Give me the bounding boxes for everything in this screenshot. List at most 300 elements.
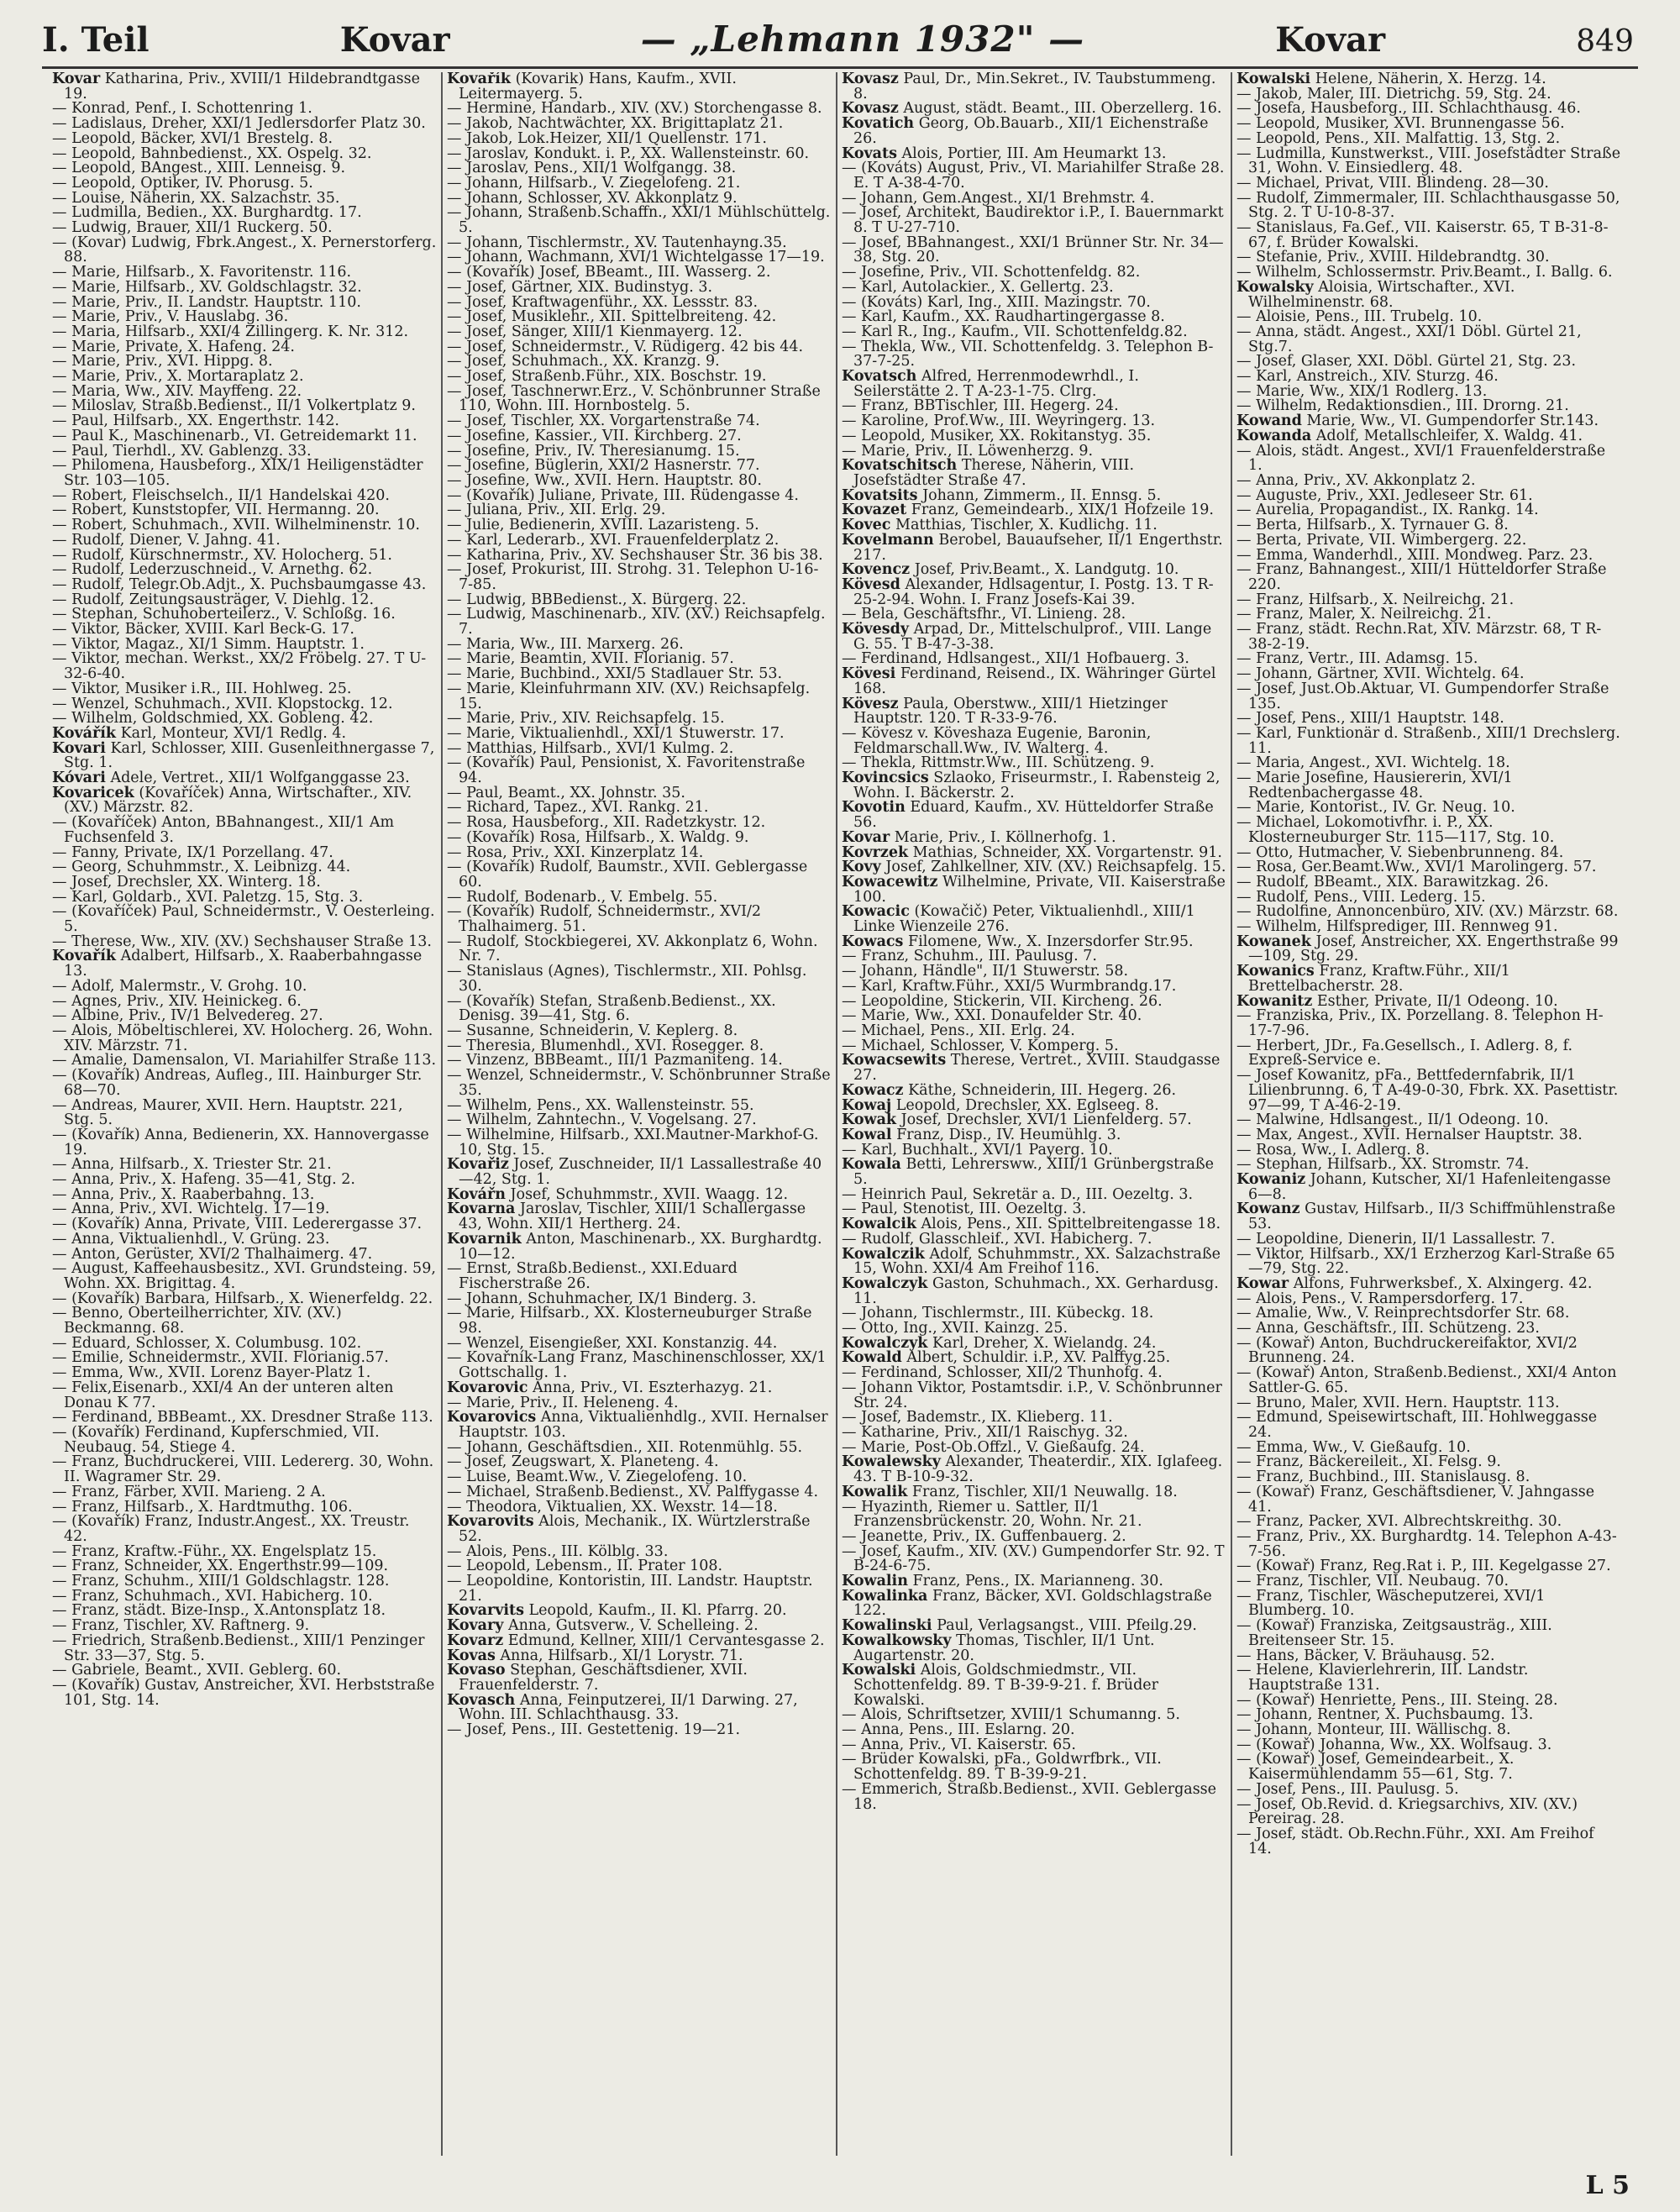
signature-mark: L 5 [1585,2171,1630,2200]
entry-text: — Franz, Kraftw.-Führ., XX. Engelsplatz 15. [52,1542,377,1560]
entry-text: — Anna, Priv., VI. Kaiserstr. 65. [842,1736,1076,1753]
directory-entry [447,382,832,415]
entry-text: — (Kovaříček) Paul, Schneidermstr., V. Oesterleing. 5. [52,903,435,936]
directory-entry [447,935,832,964]
entry-text: — (Kovar) Ludwig, Fbrk.Angest., X. Pernerstorferg. 88. [52,234,437,266]
entry-text: — Jakob, Lok.Heizer, XII/1 Quellenstr. 171. [447,129,767,147]
entry-text: — Paul, Tierhdl., XV. Gablenzg. 33. [52,442,312,460]
entry-surname: Kovotin [842,799,906,817]
entry-text: — (Kowař) Johanna, Ww., XX. Wolfsaug. 3. [1236,1736,1552,1753]
entry-text: — Anna, Viktualienhdl., V. Grüng. 23. [52,1230,330,1248]
entry-text: — Leopold, Optiker, IV. Phorusg. 5. [52,174,313,192]
entry-text: Adolf, Metallschleifer, X. Waldg. 41. [1311,427,1583,444]
directory-entry [52,786,437,816]
directory-entry [842,1500,1226,1530]
entry-text: Josef, Zahlkellner, XIV. (XV.) Reichsapfelg. 15. [880,859,1226,876]
directory-entry [1236,1173,1621,1202]
entry-text: Johann, Zimmerm., II. Ennsg. 5. [917,486,1162,504]
entry-surname: Kowanda [1236,427,1312,444]
entry-text: — Stephan, Schuhoberteilerz., V. Schloßg. 16. [52,606,396,623]
entry-surname: Kowalczyk [842,1274,928,1292]
directory-entry [447,1158,832,1187]
entry-text: — Franz, städt. Rechn.Rat, XIV. Märzstr. 68, T R-38-2-19. [1236,621,1602,653]
directory-entry [842,667,1226,696]
directory-entry [1236,1795,1621,1828]
entry-text: — Anna, Priv., X. Hafeng. 35—41, Stg. 2. [52,1171,355,1189]
entry-surname: Kowalin [842,1573,908,1590]
entry-text: — Marie, Priv., XVI. Hippg. 8. [52,353,273,370]
entry-text: — Josefine, Priv., VII. Schottenfeldg. 82. [842,264,1141,281]
entry-text: — Emma, Ww., XVII. Lorenz Bayer-Platz 1. [52,1364,371,1382]
entry-text: — Marie, Viktualienhdl., XXI/1 Stuwerstr. 17. [447,724,785,742]
entry-surname: Kövesd [842,575,900,593]
entry-text: (Kovarik) Hans, Kaufm., XVII. Leitermayerg. 5. [459,72,737,102]
entry-text: — Viktor, Magaz., XI/1 Simm. Hauptstr. 1. [52,635,365,653]
entry-text: Franz, Gemeindearb., XIX/1 Hofzeile 19. [906,502,1214,519]
entry-text: Franz, Tischler, XII/1 Neuwallg. 18. [907,1483,1178,1500]
directory-entry [842,1631,1226,1664]
directory-entry [842,370,1226,399]
directory-entry [1236,1411,1621,1440]
entry-text: — Rudolf, Kürschnermstr., XV. Holocherg. 51. [52,546,392,564]
entry-text: — Marie, Priv., XIV. Reichsapfelg. 15. [447,710,725,728]
entry-surname: Kowanics [1236,963,1315,980]
entry-text: — Berta, Hilfsarb., X. Tyrnauer G. 8. [1236,517,1509,534]
entry-text: — Johann, Tischlermstr., XV. Tautenhayng.35. [447,234,787,251]
entry-surname: Kovatschitsch [842,457,958,475]
entry-text: — Karl, Lederarb., XVI. Frauenfelderplatz 2. [447,531,780,549]
directory-entry [842,236,1226,265]
entry-text: — Franz, Packer, XVI. Albrechtskreithg. 30. [1236,1513,1562,1531]
entry-surname: Kovas [447,1647,496,1664]
entry-text: — Leopold, Pens., XII. Malfattig. 13, Stg. 2. [1236,129,1561,147]
entry-text: — (Kováts) August, Priv., VI. Mariahilfer Straße 28. E. T A-38-4-70. [842,160,1225,192]
entry-text: — Bruno, Maler, XVII. Hern. Hauptstr. 113. [1236,1394,1560,1411]
entry-text: — (Kovařík) Paul, Pensionist, X. Favoritenstraße 94. [447,754,806,787]
entry-text: — Ludmilla, Bedien., XX. Burghardtg. 17. [52,204,362,222]
entry-surname: Kovařík [447,72,511,87]
entry-text: — Josef, Musiklehr., XII. Spittelbreiteng. 42. [447,308,777,326]
directory-entry [1236,1245,1621,1278]
entry-text: — Josef, Gärtner, XIX. Budinstyg. 3. [447,278,713,296]
entry-surname: Kowacs [842,933,904,950]
directory-entry [447,1515,832,1544]
directory-entry [842,724,1226,757]
entry-text: — Albine, Priv., IV/1 Belvedereg. 27. [52,1007,323,1025]
entry-text: — Maria, Hilfsarb., XXI/4 Zillingerg. K. Nr. 312. [52,323,409,340]
entry-text: Gaston, Schuhmach., XX. Gerhardusg. 11. [853,1274,1219,1307]
directory-entry [447,860,832,890]
entry-text: — Stephan, Hilfsarb., XX. Stromstr. 74. [1236,1156,1530,1174]
entry-surname: Kövesdy [842,621,910,638]
entry-text: — Adolf, Malermstr., V. Grohg. 10. [52,977,307,995]
entry-text: — Leopoldine, Dienerin, II/1 Lassallestr. 7. [1236,1230,1556,1248]
entry-text: — Josef, Pens., XIII/1 Hauptstr. 148. [1236,710,1504,728]
entry-text: Anna, Viktualienhdlg., XVII. Hernalser Hauptstr. 103. [459,1409,828,1441]
entry-text: — Wilhelm, Schlossermstr. Priv.Beamt., I. Ballg. 6. [1236,264,1613,281]
entry-text: Stephan, Geschäftsdiener, XVII. Frauenfelderstr. 7. [459,1662,748,1694]
entry-text: — (Kovařík) Franz, Industr.Angest., XX. Treustr. 42. [52,1513,410,1545]
entry-text: — Robert, Fleischselch., II/1 Handelskai 420. [52,486,390,504]
entry-text: — Rudolf, Zeitungsausträger, V. Diehlg. 12. [52,591,375,608]
directory-entry [52,1515,437,1544]
entry-text: — Herbert, JDr., Fa.Gesellsch., I. Adlerg. 8, f. Expreß-Service e. [1236,1037,1573,1069]
entry-text: — Emma, Ww., V. Gießaufg. 10. [1236,1438,1471,1456]
entry-surname: Kowacic [842,903,910,921]
entry-text: — Anna, Priv., X. Raaberbahng. 13. [52,1185,315,1203]
entry-text: — Anna, Hilfsarb., X. Triester Str. 21. [52,1156,332,1174]
entry-text: — Marie, Ww., XXI. Donaufelder Str. 40. [842,1007,1142,1025]
entry-text: — Michael, Schlosser, V. Komperg. 5. [842,1037,1119,1054]
directory-entry [842,1542,1226,1575]
entry-text: Karl, Monteur, XVI/1 Redlg. 4. [116,724,347,742]
entry-text: — Johann, Gärtner, XVII. Wichtelg. 64. [1236,665,1525,683]
entry-surname: Kovarz [447,1631,504,1649]
entry-text: Berobel, Bauaufseher, II/1 Engerthstr. 217. [853,531,1223,564]
entry-surname: Kovařiz [447,1156,509,1174]
entry-text: — Anna, Priv., XVI. Wichtelg. 17—19. [52,1201,330,1218]
entry-text: — Josef, Architekt, Baudirektor i.P., I. Bauernmarkt 8. T U-27-710. [842,204,1224,237]
entry-text: — Alois, Schriftsetzer, XVIII/1 Schumanng. 5. [842,1706,1180,1724]
entry-text: — Viktor, Bäcker, XVIII. Karl Beck-G. 17. [52,621,354,638]
entry-surname: Kowalewsky [842,1453,941,1471]
entry-surname: Kovary [447,1617,504,1635]
entry-text: — Karl R., Ing., Kaufm., VII. Schottenfeldg.82. [842,323,1188,340]
entry-surname: Kovelmann [842,531,934,549]
entry-surname: Kowar [1236,1274,1289,1292]
entry-text: — (Kovařík) Rudolf, Baumstr., XVII. Geblergasse 60. [447,859,808,891]
entry-text: — Friedrich, Straßenb.Bedienst., XIII/1 Penzinger Str. 33—37, Stg. 5. [52,1631,425,1664]
entry-text: Franz, Bäcker, XVI. Goldschlagstraße 122. [853,1587,1212,1620]
entry-text: — Karl, Buchhalt., XVI/1 Payerg. 10. [842,1141,1113,1159]
entry-surname: Kovats [842,144,897,162]
directory-entry [52,739,437,772]
directory-entry [447,682,832,712]
entry-text: — (Kovařík) Anna, Private, VIII. Lederergasse 37. [52,1216,423,1233]
entry-text: — Marie, Buchbind., XXI/5 Stadlauer Str. 53. [447,665,783,683]
entry-text: Paul, Dr., Min.Sekret., IV. Taubstummeng. 8. [853,72,1216,102]
entry-surname: Kowand [1236,412,1302,430]
entry-text: — Juliana, Priv., XII. Erlg. 29. [447,502,666,519]
entry-text: — Wilhelm, Hilfsprediger, III. Rennweg 91. [1236,918,1558,936]
entry-text: — Rudolf, Telegr.Ob.Adjt., X. Puchsbaumgasse 43. [52,575,427,593]
entry-text: — Maria, Ww., XIV. Mayffeng. 22. [52,382,302,400]
entry-surname: Kovarnik [447,1230,522,1248]
entry-text: — Ferdinand, BBBeamt., XX. Dresdner Straße 113. [52,1409,433,1427]
directory-entry [1236,1619,1621,1648]
directory-entry [1236,1589,1621,1619]
entry-text: — Hyazinth, Riemer u. Sattler, II/1 Franzensbrückenstr. 20, Wohn. Nr. 21. [842,1498,1142,1531]
entry-text: — Jaroslav, Pens., XII/1 Wolfgangg. 38. [447,160,737,177]
entry-text: — Jakob, Maler, III. Dietrichg. 59, Stg. 24. [1236,85,1551,102]
entry-text: Alfred, Herrenmodewrhdl., I. Seilerstätte 2. T A-23-1-75. Clrg. [853,368,1139,400]
directory-entry [447,206,832,235]
entry-text: — Rudolf, Glasschleif., XVI. Habicherg. 7. [842,1230,1152,1248]
entry-text: — Ludwig, Maschinenarb., XIV. (XV.) Reichsapfelg. 7. [447,606,826,638]
directory-entry [1236,1663,1621,1693]
entry-text: — Franz, Hilfsarb., X. Neilreichg. 21. [1236,591,1515,608]
entry-text: Eduard, Kaufm., XV. Hütteldorfer Straße 56. [853,799,1214,832]
entry-text: — Wenzel, Schneidermstr., V. Schönbrunner Straße 35. [447,1067,831,1099]
entry-text: — Marie, Priv., X. Mortaraplatz 2. [52,368,304,386]
entry-surname: Kovaricek [52,784,134,801]
directory-entry [447,964,832,994]
entry-text: — Michael, Straßenb.Bedienst., XV. Palffygasse 4. [447,1483,819,1500]
directory-entry [52,1676,437,1709]
entry-text: — Eduard, Schlosser, X. Columbusg. 102. [52,1334,362,1352]
entry-text: — Wilhelm, Pens., XX. Wallensteinstr. 55. [447,1096,754,1114]
entry-text: — (Kowař) Franz, Geschäftsdiener, V. Jahngasse 41. [1236,1483,1595,1516]
entry-surname: Kowalcik [842,1216,916,1233]
entry-text: — Michael, Lokomotivfhr. i. P., XX. Klosterneuburger Str. 115—117, Stg. 10. [1236,814,1555,846]
entry-text: — Ferdinand, Hdlsangest., XII/1 Hofbauerg. 3. [842,650,1189,668]
entry-text: — Rudolfine, Annoncenbüro, XIV. (XV.) Märzstr. 68. [1236,903,1619,921]
directory-entry [842,459,1226,488]
entry-text: August, städt. Beamt., III. Oberzellerg. 16. [898,100,1222,118]
directory-entry [842,801,1226,830]
entry-text: Adele, Vertret., XII/1 Wolfganggasse 23. [105,770,410,787]
entry-text: — Theresia, Blumenhdl., XVI. Rosegger. 8. [447,1037,764,1054]
entry-text: — Otto, Ing., XVII. Kainzg. 25. [842,1320,1068,1337]
entry-text: — Alois, Möbeltischlerei, XV. Holocherg. 26, Wohn. XIV. Märzstr. 71. [52,1022,433,1054]
entry-text: — Richard, Tapez., XVI. Rankg. 21. [447,799,709,817]
directory-entry [1236,189,1621,222]
entry-surname: Kowalczyk [842,1334,928,1352]
directory-entry [1236,444,1621,474]
entry-surname: Kowanz [1236,1201,1300,1218]
entry-text: — Luise, Beamt.Ww., V. Ziegelofeng. 10. [447,1469,748,1486]
entry-surname: Kovy [842,859,881,876]
entry-text: — Josef, Pens., III. Gestettenig. 19—21. [447,1721,741,1739]
directory-entry [842,1455,1226,1484]
entry-text: — Hermine, Handarb., XIV. (XV.) Storchengasse 8. [447,100,822,118]
entry-text: — Josef, Schuhmach., XX. Kranzg. 9. [447,353,720,370]
entry-text: — Otto, Hutmacher, V. Siebenbrunneng. 84. [1236,843,1564,861]
header-rule [42,66,1638,69]
entry-text: — Rudolf, Pens., VIII. Lederg. 15. [1236,888,1486,906]
entry-text: Anna, Hilfsarb., XI/1 Lorystr. 71. [495,1647,743,1664]
entry-text: — Marie, Beamtin, XVII. Florianig. 57. [447,650,734,668]
entry-text: — Marie, Kontorist., IV. Gr. Neug. 10. [1236,799,1515,817]
entry-text: — (Kovařík) Rosa, Hilfsarb., X. Waldg. 9. [447,828,749,846]
entry-text: — (Kowař) Anton, Buchdruckereifaktor, XVI/2 Brunneng. 24. [1236,1334,1578,1367]
entry-text: — Ladislaus, Dreher, XXI/1 Jedlersdorfer Platz 30. [52,115,426,133]
entry-text: — Stanislaus (Agnes), Tischlermstr., XII. Pohlsg. 30. [447,963,807,995]
entry-text: — Andreas, Maurer, XVII. Hern. Hauptstr. 221, Stg. 5. [52,1096,403,1129]
directory-entry [842,1663,1226,1708]
entry-text: — (Kowař) Josef, Gemeindearbeit., X. Kaisermühlendamm 55—61, Stg. 7. [1236,1751,1515,1784]
running-name-left: Kovar [339,20,450,60]
entry-text: — Johann, Schuhmacher, IX/1 Binderg. 3. [447,1290,757,1307]
entry-text: — Viktor, Hilfsarb., XX/1 Erzherzog Karl-Straße 65—79, Stg. 22. [1236,1245,1615,1278]
directory-entry [1236,623,1621,652]
entry-surname: Kowald [842,1349,902,1367]
entry-text: — Ludwig, Brauer, XII/1 Ruckerg. 50. [52,219,333,237]
entry-text: Edmund, Kellner, XIII/1 Cervantesgasse 2. [503,1631,825,1649]
directory-entry [1236,771,1621,801]
directory-entry [1236,278,1621,311]
entry-text: — (Kováts) Karl, Ing., XIII. Mazingstr. 70. [842,293,1151,311]
entry-text: — Karl, Anstreich., XIV. Sturzg. 46. [1236,368,1499,386]
entry-text: — Franz, städt. Bize-Insp., X.Antonsplatz 18. [52,1602,386,1620]
directory-entry [447,992,832,1025]
entry-text: — Rudolf, Bodenarb., V. Embelg. 55. [447,888,718,906]
entry-text: — Josefa, Hausbeforg., III. Schlachthausg. 46. [1236,100,1581,118]
column-2 [447,72,832,2164]
entry-text: Wilhelmine, Private, VII. Kaiserstraße 100. [853,873,1226,906]
entry-surname: Kovari [52,739,106,757]
entry-text: — Josef, Taschnerwr.Erz., V. Schönbrunner Straße 110, Wohn. III. Hornbostelg. 5. [447,382,821,415]
directory-entry [447,905,832,934]
entry-text: — Paul, Hilfsarb., XX. Engerthstr. 142. [52,412,339,430]
entry-text: — (Kovařík) Barbara, Hilfsarb., X. Wienerfeldg. 22. [52,1290,433,1307]
entry-text: — Rudolf, Stockbiegerei, XV. Akkonplatz 6, Wohn. Nr. 7. [447,933,818,965]
entry-text: — Heinrich Paul, Sekretär a. D., III. Oezeltg. 3. [842,1185,1194,1203]
entry-text: — Johann, Gem.Angest., XI/1 Brehmstr. 4. [842,189,1155,207]
entry-text: — Benno, Oberteilherrichter, XIV. (XV.) Beckmanng. 68. [52,1305,342,1337]
directory-entry [842,1381,1226,1411]
entry-text: — Leopoldine, Stickerin, VII. Kircheng. 26. [842,992,1163,1010]
entry-text: — Theodora, Viktualien, XX. Wexstr. 14—18. [447,1498,778,1516]
directory-entry [1236,1527,1621,1560]
entry-text: — Karl, Kraftw.Führ., XXI/5 Wurmbrandg.17. [842,977,1177,995]
directory-entry [447,563,832,592]
directory-entry [1236,325,1621,355]
entry-text: — Marie Josefine, Hausiererin, XVI/1 Redtenbachergasse 48. [1236,770,1513,801]
entry-text: — Johann Viktor, Postamtsdir. i.P., V. Schönbrunner Str. 24. [842,1379,1222,1411]
directory-entry [1236,1485,1621,1515]
entry-text: — (Kovaříček) Anton, BBahnangest., XII/1 Am Fuchsenfeld 3. [52,814,395,846]
entry-text: — Franz, Vertr., III. Adamsg. 15. [1236,650,1478,668]
entry-text: — Konrad, Penf., I. Schottenring 1. [52,100,312,118]
entry-text: Mathias, Schneider, XX. Vorgartenstr. 91. [908,843,1222,861]
entry-text: — Johann, Rentner, X. Puchsbaumg. 13. [1236,1706,1534,1724]
entry-text: — (Kovařík) Josef, BBeamt., III. Wasserg. 2. [447,264,771,281]
entry-text: Anna, Gutsverw., V. Schelleing. 2. [503,1617,759,1635]
entry-text: — Josef, Tischler, XX. Vorgartenstraße 74. [447,412,760,430]
entry-text: Karl, Schlosser, XIII. Gusenleithnergasse 7, Stg. 1. [64,739,435,772]
entry-text: — Franz, Schuhm., XIII/1 Goldschlagstr. 128. [52,1573,390,1590]
directory-entry [842,1053,1226,1083]
entry-text: Paul, Verlagsangst., VIII. Pfeilg.29. [932,1617,1197,1635]
entry-text: — Alois, städt. Angest., XVI/1 Frauenfelderstraße 1. [1236,442,1606,475]
entry-text: — Agnes, Priv., XIV. Heinickeg. 6. [52,992,302,1010]
entry-text: — Max, Angest., XVII. Hernalser Hauptstr. 38. [1236,1126,1583,1143]
entry-text: Josef, Drechsler, XVI/1 Lienfelderg. 57. [896,1111,1192,1129]
entry-text: — Bela, Geschäftsfhr., VI. Linieng. 28. [842,606,1126,623]
directory-entry [52,905,437,934]
entry-text: — Jakob, Nachtwächter, XX. Brigittaplatz 21. [447,115,784,133]
directory-entry [447,1232,832,1262]
entry-text: — Franz, Schuhm., III. Paulusg. 7. [842,948,1097,965]
entry-text: Alois, Mechanik., IX. Würtzlerstraße 52. [459,1513,811,1545]
entry-text: Thomas, Tischler, II/1 Unt. Augartenstr. 20. [853,1631,1155,1664]
entry-text: Betti, Lehrersww., XIII/1 Grünbergstraße 5. [853,1156,1215,1189]
directory-entry [842,697,1226,727]
entry-text: — Theklа, Rittmstr.Ww., III. Schützeng. 9. [842,754,1155,772]
directory-entry [1236,563,1621,592]
entry-text: — Marie, Hilfsarb., XX. Klosterneuburger Straße 98. [447,1305,812,1337]
entry-text: — Johann, Tischlermstr., III. Kübeckg. 18. [842,1305,1154,1322]
entry-text: — Franz, Buchbind., III. Stanislausg. 8. [1236,1469,1530,1486]
entry-surname: Kowalski [842,1662,916,1679]
entry-surname: Kowalinski [842,1617,932,1635]
entry-text: — (Kovařík) Juliane, Private, III. Rüdengasse 4. [447,486,799,504]
entry-text: Aloisia, Wirtschafter., XVI. Wilhelminenstr. 68. [1248,278,1515,311]
entry-text: Therese, Vertret., XVIII. Staudgasse 27. [853,1052,1221,1085]
entry-text: — (Kovařík) Stefan, Straßenb.Bedienst., XX. Denisg. 39—41, Stg. 6. [447,992,776,1025]
entry-text: — Michael, Privat, VIII. Blindeng. 28—30. [1236,174,1549,192]
entry-text: — Philomena, Hausbeforg., XIX/1 Heiligenstädter Str. 103—105. [52,457,423,489]
entry-surname: Kowal [842,1126,892,1143]
entry-text: Anna, Priv., VI. Eszterhazyg. 21. [528,1379,773,1396]
entry-text: — (Kowař) Franziska, Zeitgsausträg., XIII. Breitenseer Str. 15. [1236,1617,1552,1649]
entry-text: — Katharine, Priv., XII/1 Raischyg. 32. [842,1423,1128,1441]
entry-text: — Fanny, Private, IX/1 Porzellang. 47. [52,843,333,861]
directory-entry [52,816,437,845]
entry-text: — Maria, Ww., III. Marxerg. 26. [447,635,684,653]
entry-text: — Viktor, Musiker i.R., III. Hohlweg. 25. [52,680,352,697]
entry-text: Alois, Pens., XII. Spittelbreitengasse 18. [916,1216,1221,1233]
entry-surname: Kovasz [842,72,899,87]
entry-text: — Karl, Kaufm., XX. Raudhartingergasse 8. [842,308,1165,326]
entry-text: — Thekla, Ww., VII. Schottenfeldg. 3. Telephon B-37-7-25. [842,338,1214,370]
entry-text: — Leopold, Bäcker, XVI/1 Brestelg. 8. [52,129,333,147]
column-4 [1236,72,1621,2164]
directory-entry [447,72,832,102]
directory-entry [447,1069,832,1098]
directory-entry [447,1663,832,1693]
entry-text: Franz, Pens., IX. Marianneng. 30. [907,1573,1163,1590]
entry-text: — Stanislaus, Fa.Gef., VII. Kaiserstr. 65, T B-31-8-67, f. Brüder Kowalski. [1236,219,1609,251]
entry-text: — Franz, Hilfsarb., X. Hardtmuthg. 106. [52,1498,353,1516]
entry-text: — Wilhelm, Goldschmied, XX. Gobleng. 42. [52,710,374,728]
entry-text: Josef, Schuhmmstr., XVII. Waagg. 12. [505,1185,789,1203]
entry-surname: Kowalkowsky [842,1631,952,1649]
entry-text: — Karl, Autolackier., X. Gellertg. 23. [842,278,1114,296]
entry-surname: Kowacsewits [842,1052,947,1069]
entry-text: Alois, Portier, III. Am Heumarkt 13. [896,144,1167,162]
entry-text: — Josef, Ob.Revid. d. Kriegsarchivs, XIV. (XV.) Pereirag. 28. [1236,1795,1578,1828]
entry-text: Marie, Priv., I. Köllnerhofg. 1. [890,828,1116,846]
entry-text: — Jeanette, Priv., IX. Guffenbauerg. 2. [842,1527,1126,1545]
directory-entry [52,236,437,265]
directory-entry [52,1423,437,1456]
entry-text: — Karoline, Prof.Ww., III. Weyringerg. 13. [842,412,1156,430]
entry-text: — Rudolf, Lederzuschneid., V. Arnethg. 62. [52,561,373,579]
entry-text: — Josef, Kaufm., XIV. (XV.) Gumpendorfer Str. 92. T B-24-6-75. [842,1542,1225,1575]
entry-text: Ferdinand, Reisend., IX. Währinger Gürtel 168. [853,665,1216,697]
entry-text: Szlaoko, Friseurmstr., I. Rabensteig 2, Wohn. I. Bäckerstr. 2. [853,770,1221,801]
entry-surname: Kowala [842,1156,901,1174]
entry-text: — (Kowař) Franz, Reg.Rat i. P., III. Kegelgasse 27. [1236,1558,1611,1575]
entry-text: — Jaroslav, Kondukt. i. P., XX. Wallensteinstr. 60. [447,144,810,162]
entry-text: — Hans, Bäcker, V. Bräuhausg. 52. [1236,1647,1495,1664]
directory-entry [1236,682,1621,712]
entry-text: — Maria, Angest., XVI. Wichtelg. 18. [1236,754,1510,772]
entry-text: — Rosa, Hausbeforg., XII. Radetzkystr. 12. [447,814,766,832]
directory-entry [447,1574,832,1604]
entry-text: — Franz, Buchdruckerei, VIII. Ledererg. 30, Wohn. II. Wagramer Str. 29. [52,1453,434,1486]
entry-text: — Marie, Hilfsarb., X. Favoritenstr. 116. [52,264,352,281]
entry-surname: Kovrzek [842,843,909,861]
entry-text: — Josef, BBahnangest., XXI/1 Brünner Str. Nr. 34—38, Stg. 20. [842,234,1224,266]
entry-text: — (Kovařík) Ferdinand, Kupferschmied, VII. Neubaug. 54, Stiege 4. [52,1423,380,1456]
directory-entry [52,1381,437,1411]
entry-text: — Miloslav, Straßb.Bedienst., II/1 Volkertplatz 9. [52,397,416,415]
directory-entry [842,117,1226,146]
entry-text: Adalbert, Hilfsarb., X. Raaberbahngasse 13. [64,948,423,980]
